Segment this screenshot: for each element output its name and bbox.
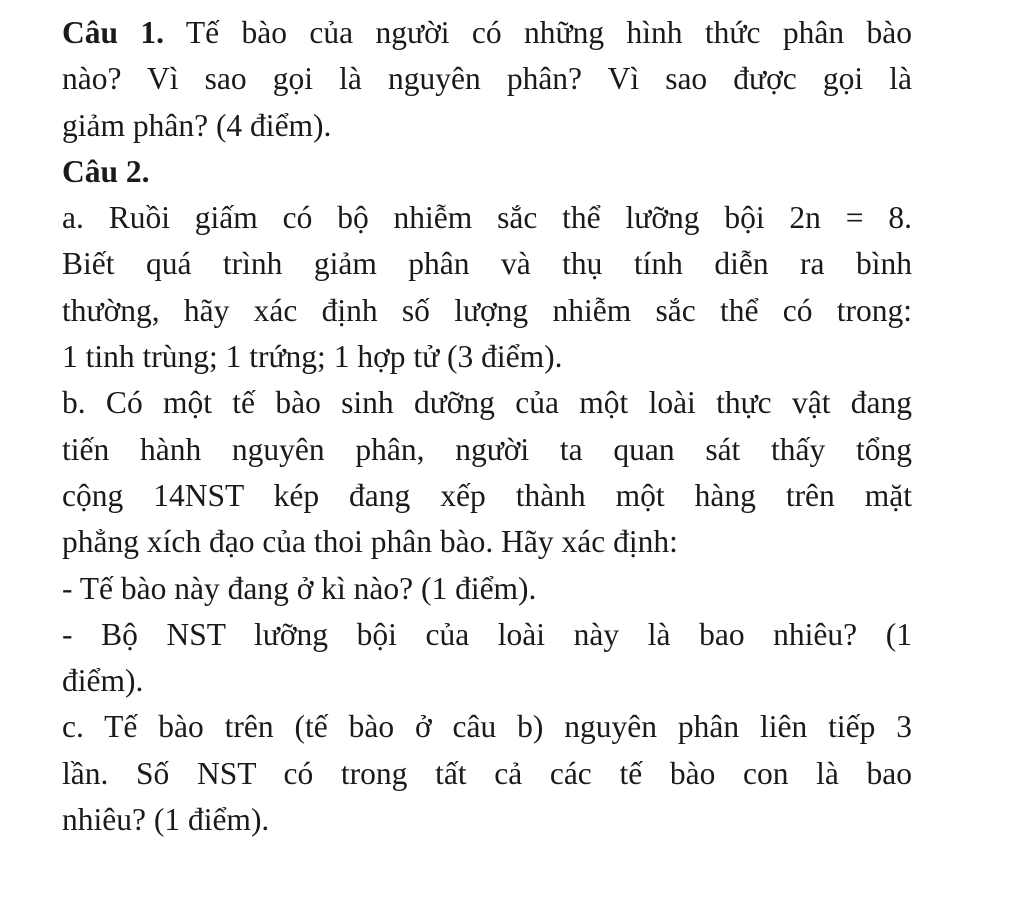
q2b-line-6: - Bộ NST lưỡng bội của loài này là bao nhiêu? (1 xyxy=(62,616,912,652)
q2-label: Câu 2. xyxy=(62,153,150,189)
q2a-line-2: Biết quá trình giảm phân và thụ tính diễn ra bình xyxy=(62,246,912,282)
q2a-line-4: 1 tinh trùng; 1 trứng; 1 hợp tử (3 điểm). xyxy=(62,339,563,375)
q2b-line-4: phẳng xích đạo của thoi phân bào. Hãy xác định: xyxy=(62,524,678,560)
q1-line-2: nào? Vì sao gọi là nguyên phân? Vì sao được gọi là xyxy=(62,61,912,97)
q2b-line-2: tiến hành nguyên phân, người ta quan sát thấy tổng xyxy=(62,431,912,467)
q2a-line-3: thường, hãy xác định số lượng nhiễm sắc thể có trong: xyxy=(62,292,912,328)
q1-line-1 xyxy=(62,10,912,56)
q2c-line-2: lần. Số NST có trong tất cả các tế bào con là bao xyxy=(62,755,912,791)
q1-label: Câu 1. xyxy=(62,15,165,50)
q2c-line-3: nhiêu? (1 điểm). xyxy=(62,802,270,838)
q2c-line-1: c. Tế bào trên (tế bào ở câu b) nguyên phân liên tiếp 3 xyxy=(62,709,912,745)
q2b-line-3: cộng 14NST kép đang xếp thành một hàng trên mặt xyxy=(62,477,912,513)
question-document xyxy=(62,10,912,843)
q2b-line-5: - Tế bào này đang ở kì nào? (1 điểm). xyxy=(62,570,537,606)
q2b-line-7: điểm). xyxy=(62,663,144,699)
q2b-line-1: b. Có một tế bào sinh dưỡng của một loài thực vật đang xyxy=(62,385,912,421)
q2a-line-1: a. Ruồi giấm có bộ nhiễm sắc thể lưỡng bội 2n = 8. xyxy=(62,200,912,236)
q1-text: Tế bào của người có những hình thức phân bào xyxy=(164,15,912,50)
q1-line-3: giảm phân? (4 điểm). xyxy=(62,107,332,143)
